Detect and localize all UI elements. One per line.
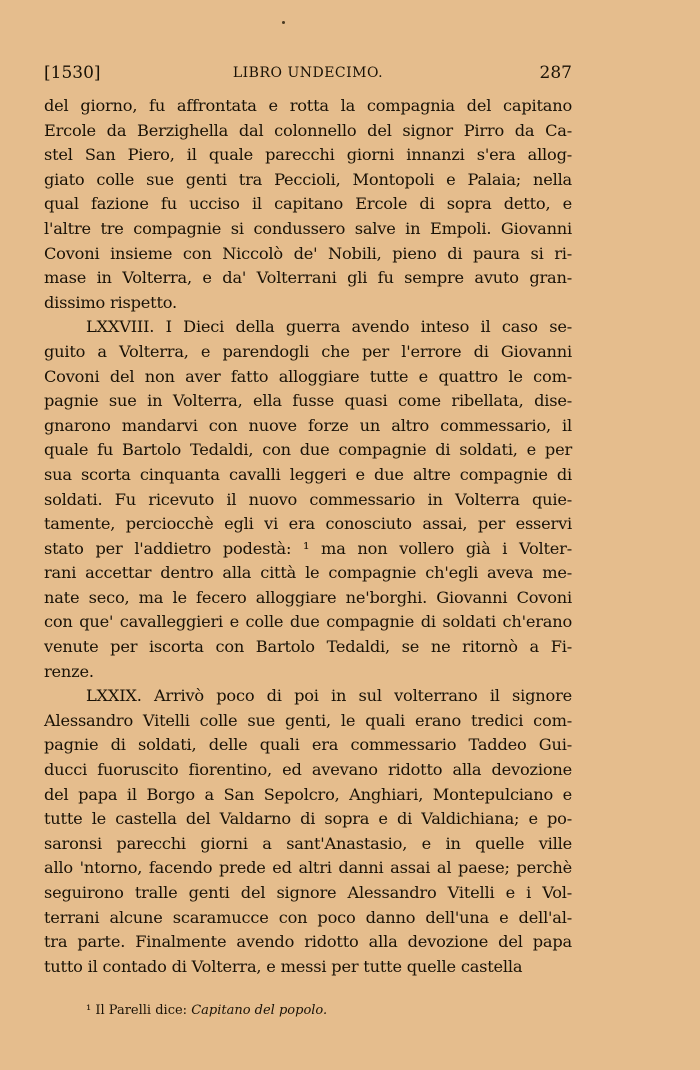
text-line: gnarono mandarvi con nuove forze un altro commessario, il [44,415,572,435]
text-line: terrani alcune scaramucce con poco danno dell'una e dell'al- [44,907,572,927]
text-line: LXXVIII. I Dieci della guerra avendo inteso il caso se- [86,317,572,337]
body-text [44,94,572,979]
text-line: Alessandro Vitelli colle sue genti, le quali erano tredici com- [44,710,572,730]
text-line: ducci fuoruscito fiorentino, ed avevano ridotto alla devozione [44,760,572,780]
text-line: Covoni insieme con Niccolò de' Nobili, pieno di paura si ri- [44,243,572,263]
header-year: [1530] [44,63,101,83]
footnote-text: Il Parelli dice: [95,1003,188,1018]
header-title: LIBRO UNDECIMO. [232,65,384,81]
text-line: soldati. Fu ricevuto il nuovo commessario in Volterra quie- [44,489,572,509]
text-line: tutte le castella del Valdarno di sopra e di Valdichiana; e po- [44,809,572,829]
running-header [44,60,572,86]
text-line: sua scorta cinquanta cavalli leggeri e due altre compagnie di [44,464,572,484]
text-line: del giorno, fu affrontata e rotta la compagnia del capitano [44,96,572,115]
text-line: venute per iscorta con Bartolo Tedaldi, se ne ritornò a Fi- [44,637,572,657]
text-line: allo 'ntorno, facendo prede ed altri danni assai al paese; perchè [44,858,572,878]
text-line: tamente, perciocchè egli vi era conosciuto assai, per esservi [44,514,572,534]
text-line: tutto il contado di Volterra, e messi per tutte quelle castella [44,956,523,976]
text-line: stel San Piero, il quale parecchi giorni innanzi s'era allog- [44,145,572,165]
text-line: LXXIX. Arrivò poco di poi in sul volterrano il signore [86,686,572,706]
footnote-italic: Capitano del popolo. [191,1003,328,1018]
text-line: mase in Volterra, e da' Volterrani gli fu sempre avuto gran- [44,268,572,288]
text-line: rani accettar dentro alla città le compagnie ch'egli aveva me- [44,563,572,583]
text-line: stato per l'addietro podestà: ¹ ma non vollero già i Volter- [44,538,572,558]
text-line: Covoni del non aver fatto alloggiare tutte e quattro le com- [44,366,572,386]
text-line: qual fazione fu ucciso il capitano Ercole di sopra detto, e [44,194,572,214]
text-line: giato colle sue genti tra Peccioli, Montopoli e Palaia; nella [44,169,572,189]
text-line: renze. [44,661,94,681]
text-line: tra parte. Finalmente avendo ridotto alla devozione del papa [44,932,572,952]
text-line: con que' cavalleggieri e colle due compagnie di soldati ch'erano [44,612,572,632]
text-line: del papa il Borgo a San Sepolcro, Anghiari, Montepulciano e [44,784,572,804]
text-line: nate seco, ma le fecero alloggiare ne'borghi. Giovanni Covoni [44,587,572,607]
text-line: pagnie sue in Volterra, ella fusse quasi come ribellata, dise- [44,391,572,411]
text-line: pagnie di soldati, delle quali era commessario Taddeo Gui- [44,735,572,755]
footnote-marker: ¹ [86,1003,92,1018]
text-line: seguirono tralle genti del signore Alessandro Vitelli e i Vol- [44,883,572,902]
text-line: Ercole da Berzighella dal colonnello del signor Pirro da Ca- [44,120,572,140]
text-line: quale fu Bartolo Tedaldi, con due compagnie di soldati, e per [44,440,572,460]
text-line: l'altre tre compagnie si condussero salve in Empoli. Giovanni [44,218,572,238]
page-number: 287 [539,63,572,83]
text-line: dissimo rispetto. [44,292,177,312]
footnote [86,1001,327,1021]
text-line: saronsi parecchi giorni a sant'Anastasio, e in quelle ville [44,833,572,853]
speck-mark [282,21,285,24]
text-line: guito a Volterra, e parendogli che per l'errore di Giovanni [44,341,572,361]
